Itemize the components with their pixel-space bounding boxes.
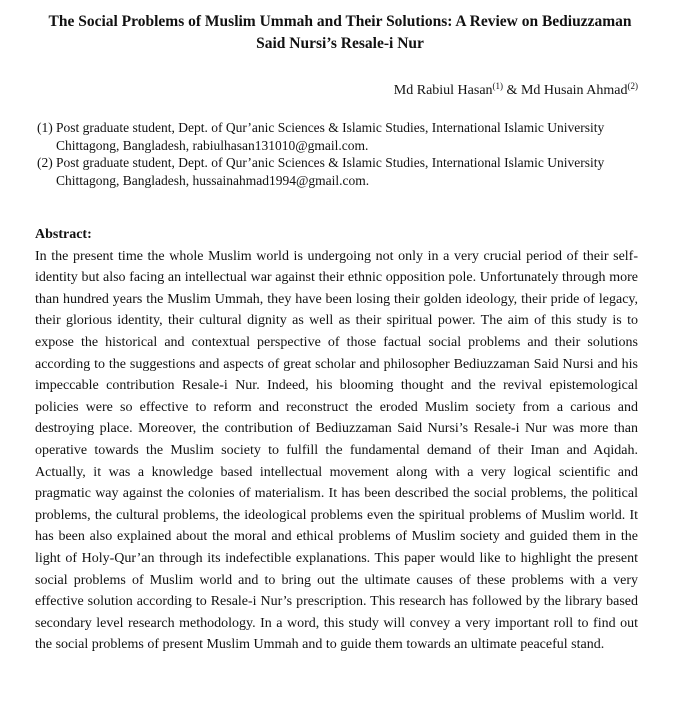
affiliation-1-text: Post graduate student, Dept. of Qur’anic Sciences & Islamic Studies, International Islamic University Chittagong, Bangladesh, rabiulhasan131010@gmail.com. [56, 120, 605, 153]
paper-title [20, 11, 660, 55]
author-2-name: Md Husain Ahmad [520, 83, 628, 98]
author-2-mark: (2) [627, 81, 638, 91]
title-line-2: Said Nursi’s Resale-i Nur [256, 35, 424, 52]
affiliation-2 [37, 154, 647, 189]
abstract-section [35, 224, 638, 656]
abstract-body: In the present time the whole Muslim world is undergoing not only in a very crucial period of their self-identity but also facing an intellectual war against their ethnic opposition pole. Unfortunately through more than hundred years the Muslim Ummah, they have been losing their golden ideology, their pride of legacy, their glorious identity, their cultural dignity as well as their spiritual power. The aim of this study is to expose the historical and contextual perspective of those factual social problems and their solutions according to the suggestions and aspects of great scholar and philosopher Bediuzzaman Said Nursi and his impeccable contribution Resale-i Nur. Indeed, his blooming thought and the revival epistemological policies were so effective to reform and reconstruct the eroded Muslim society from a carious and destroying place. Moreover, the contribution of Bediuzzaman Said Nursi’s Resale-i Nur was more than operative towards the Muslim society to fulfill the fundamental demand of their Iman and Aqidah. Actually, it was a knowledge based intellectual movement along with a very logical scientific and pragmatic way against the colonies of materialism. It has been described the social problems, the political problems, the cultural problems, the ideological problems even the spiritual problems of Muslim world. It has been also explained about the moral and ethical problems of Muslim society and guided them in the light of Holy-Qur’an through its indefectible explanations. This paper would like to highlight the present social problems of Muslim world and to bring out the ultimate causes of these problems with a very effective solution according to Resale-i Nur’s prescription. This research has followed by the library based secondary level research methodology. In a word, this study will convey a very important roll to find out the social problems of present Muslim Ummah and to guide them towards an ultimate peaceful stand. [35, 248, 638, 653]
author-line [394, 76, 638, 101]
affiliation-2-number: (2) [37, 155, 53, 170]
abstract-heading: Abstract: [35, 227, 92, 242]
author-1-mark: (1) [492, 81, 504, 91]
author-separator: & [503, 83, 521, 98]
title-line-1: The Social Problems of Muslim Ummah and Their Solutions: A Review on Bediuzzaman [48, 13, 632, 30]
author-1-name: Md Rabiul Hasan [393, 83, 493, 98]
affiliation-1-number: (1) [37, 120, 53, 135]
affiliations [37, 119, 647, 189]
affiliation-1 [37, 119, 647, 154]
affiliation-2-text: Post graduate student, Dept. of Qur’anic Sciences & Islamic Studies, International Islamic University Chittagong, Bangladesh, hussainahmad1994@gmail.com. [56, 155, 605, 188]
